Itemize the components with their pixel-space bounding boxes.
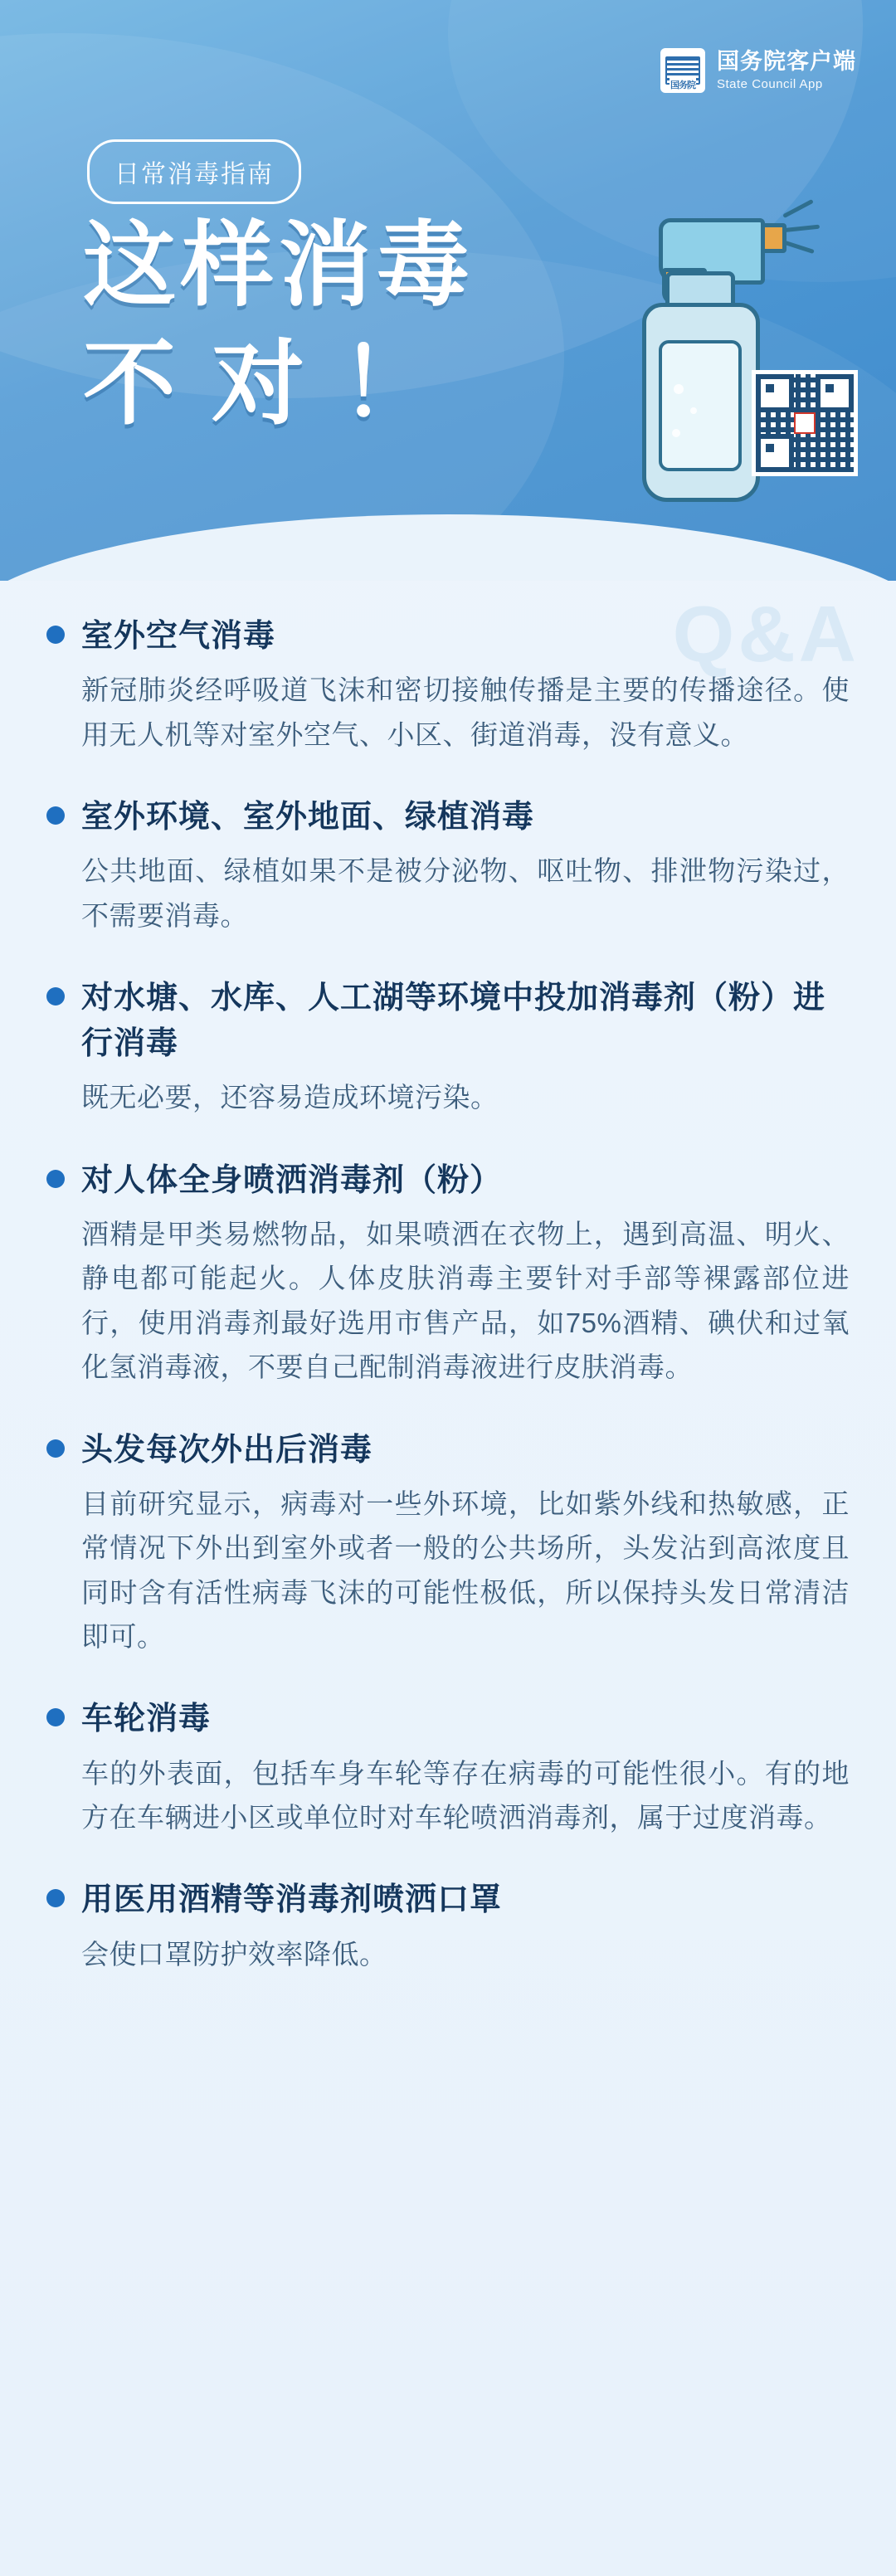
list-item (46, 1697, 850, 1839)
list-item (46, 976, 850, 1120)
page-title-line1: 这样消毒 (83, 213, 475, 317)
emblem-label: 国务院 (670, 78, 696, 91)
content-list (0, 581, 896, 2064)
brand-lockup (660, 48, 856, 93)
item-body: 目前研究显示，病毒对一些外环境，比如紫外线和热敏感，正常情况下外出到室外或者一般的公共场所，头发沾到高浓度且同时含有活性病毒飞沫的可能性极低，所以保持头发日常清洁即可。 (81, 1488, 850, 1652)
qa-watermark: Q&A (672, 590, 859, 679)
bullet-icon (46, 987, 65, 1006)
bullet-icon (46, 1170, 65, 1188)
bullet-icon (46, 1889, 65, 1907)
poster-header (0, 0, 896, 581)
item-title: 用医用酒精等消毒剂喷洒口罩 (81, 1882, 503, 1918)
bullet-icon (46, 1708, 65, 1726)
item-body: 会使口罩防护效率降低。 (81, 1938, 387, 1970)
list-item (46, 1877, 850, 1976)
item-title: 头发每次外出后消毒 (81, 1432, 373, 1468)
qr-code-icon[interactable] (752, 370, 858, 476)
brand-name-cn: 国务院客户端 (717, 49, 856, 75)
item-body: 酒精是甲类易燃物品，如果喷洒在衣物上，遇到高温、明火、静电都可能起火。人体皮肤消毒主要针对手部等裸露部位进行，使用消毒剂最好选用市售产品，如75%酒精、碘伏和过氧化氢消毒液，不要自己配制消毒液进行皮肤消毒。 (81, 1218, 850, 1383)
state-council-emblem-icon (660, 48, 705, 93)
item-body: 公共地面、绿植如果不是被分泌物、呕吐物、排泄物污染过，不需要消毒。 (81, 855, 850, 931)
bullet-icon (46, 1439, 65, 1458)
brand-name-en: State Council App (717, 77, 823, 92)
item-title: 室外空气消毒 (81, 619, 276, 654)
list-item (46, 1158, 850, 1390)
brand-text (717, 49, 856, 91)
list-item (46, 1428, 850, 1659)
item-body: 车的外表面，包括车身车轮等存在病毒的可能性很小。有的地方在车辆进小区或单位时对车轮喷洒消毒剂，属于过度消毒。 (81, 1757, 850, 1833)
item-body: 新冠肺炎经呼吸道飞沫和密切接触传播是主要的传播途径。使用无人机等对室外空气、小区、街道消毒，没有意义。 (81, 674, 850, 750)
bullet-icon (46, 806, 65, 825)
page-title-line2: 不 对 ！ (83, 332, 439, 436)
spray-lines-icon (782, 202, 840, 268)
list-item (46, 614, 850, 757)
item-title: 室外环境、室外地面、绿植消毒 (81, 800, 535, 835)
header-tag: 日常消毒指南 (87, 139, 301, 204)
item-title: 对水塘、水库、人工湖等环境中投加消毒剂（粉）进行消毒 (81, 981, 826, 1062)
bullet-icon (46, 626, 65, 644)
page-title (83, 206, 475, 444)
item-title: 车轮消毒 (81, 1702, 212, 1737)
item-body: 既无必要，还容易造成环境污染。 (81, 1082, 499, 1113)
item-title: 对人体全身喷洒消毒剂（粉） (81, 1162, 503, 1198)
list-item (46, 795, 850, 937)
